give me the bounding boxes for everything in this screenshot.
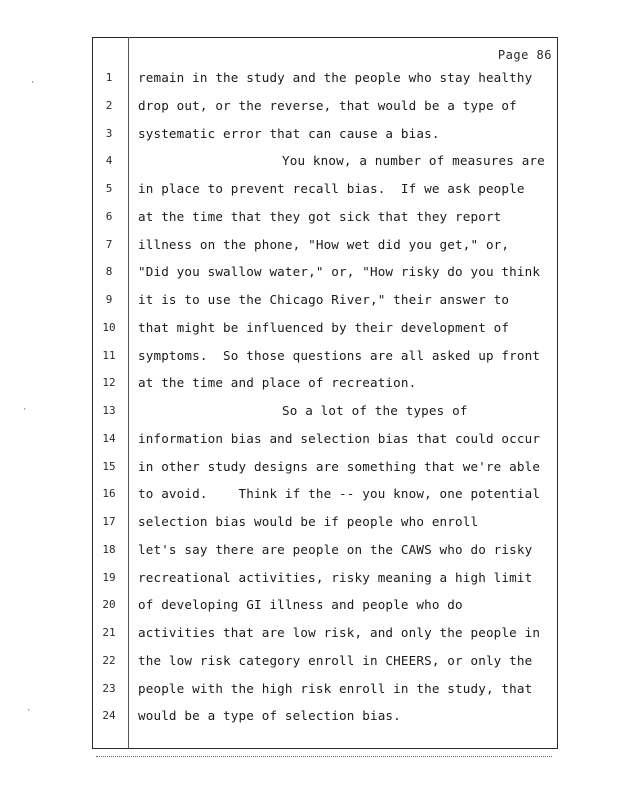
line-number: 5 xyxy=(105,182,113,195)
line-number: 17 xyxy=(102,515,116,528)
transcript-line xyxy=(0,96,618,116)
line-number: 7 xyxy=(105,237,113,251)
line-text: You know, a number of measures are xyxy=(282,153,545,169)
line-text: that might be influenced by their development of xyxy=(138,319,510,335)
transcript-line xyxy=(0,262,618,282)
line-text: people with the high risk enroll in the study, that xyxy=(138,680,533,696)
line-text: at the time and place of recreation. xyxy=(138,375,417,391)
line-number: 1 xyxy=(105,71,113,84)
line-number: 13 xyxy=(102,404,116,417)
transcript-line xyxy=(0,484,618,504)
line-number: 14 xyxy=(102,431,116,445)
line-number: 20 xyxy=(102,598,116,612)
line-text: to avoid. Think if the -- you know, one potential xyxy=(138,486,541,502)
line-text: systematic error that can cause a bias. xyxy=(138,125,440,141)
page-number-label: Page 86 xyxy=(497,48,552,62)
transcript-line xyxy=(0,346,618,366)
transcript-line xyxy=(0,457,618,477)
line-number: 4 xyxy=(105,154,113,168)
line-number: 23 xyxy=(102,681,116,695)
line-number: 9 xyxy=(105,293,113,306)
line-text: remain in the study and the people who stay healthy xyxy=(138,70,533,85)
line-text: at the time that they got sick that they report xyxy=(138,208,502,224)
transcript-line xyxy=(0,568,618,588)
scan-speck: · xyxy=(26,706,32,716)
line-text: of developing GI illness and people who do xyxy=(138,597,463,613)
footer-rule xyxy=(96,756,552,757)
line-text: illness on the phone, "How wet did you get," or, xyxy=(138,236,510,252)
transcript-line xyxy=(0,623,618,643)
transcript-line xyxy=(0,151,618,171)
transcript-line xyxy=(0,373,618,393)
transcript-line xyxy=(0,679,618,699)
line-text: the low risk category enroll in CHEERS, or only the xyxy=(138,652,533,668)
line-text: recreational activities, risky meaning a high limit xyxy=(138,569,533,585)
line-number: 2 xyxy=(105,98,113,112)
transcript-line xyxy=(0,706,618,726)
line-text: symptoms. So those questions are all asked up front xyxy=(138,347,541,363)
line-text: in other study designs are something that we're able xyxy=(138,458,541,474)
line-number: 15 xyxy=(102,459,116,473)
line-number: 8 xyxy=(105,265,113,279)
line-number: 6 xyxy=(105,209,113,223)
line-number: 3 xyxy=(105,126,113,140)
line-text: let's say there are people on the CAWS who do risky xyxy=(138,541,533,557)
transcript-line xyxy=(0,235,618,255)
line-text: drop out, or the reverse, that would be a type of xyxy=(138,97,517,113)
transcript-line xyxy=(0,207,618,227)
line-text: selection bias would be if people who enroll xyxy=(138,514,479,529)
line-number: 12 xyxy=(102,376,116,390)
line-text: it is to use the Chicago River," their answer to xyxy=(138,292,510,307)
transcript-line xyxy=(0,651,618,671)
transcript-line xyxy=(0,290,618,310)
transcript-line xyxy=(0,429,618,449)
transcript-line xyxy=(0,124,618,144)
transcript-line xyxy=(0,179,618,199)
transcript-line xyxy=(0,318,618,338)
transcript-line xyxy=(0,512,618,532)
line-text: So a lot of the types of xyxy=(282,403,468,418)
line-number: 16 xyxy=(102,487,116,501)
transcript-line xyxy=(0,401,618,421)
line-text: in place to prevent recall bias. If we ask people xyxy=(138,181,525,196)
transcript-line xyxy=(0,595,618,615)
line-number: 18 xyxy=(102,542,116,556)
line-number: 19 xyxy=(102,570,116,584)
transcript-line xyxy=(0,68,618,88)
line-text: activities that are low risk, and only the people in xyxy=(138,625,541,640)
line-number: 10 xyxy=(102,320,116,334)
line-text: "Did you swallow water," or, "How risky do you think xyxy=(138,264,541,280)
line-number: 24 xyxy=(102,709,116,723)
line-text: would be a type of selection bias. xyxy=(138,708,401,724)
line-number: 22 xyxy=(102,653,116,667)
scan-speck: · xyxy=(22,405,28,415)
transcript-line xyxy=(0,540,618,560)
scan-speck: · xyxy=(30,78,36,88)
line-number: 21 xyxy=(102,626,116,639)
line-number: 11 xyxy=(102,348,116,362)
line-text: information bias and selection bias that could occur xyxy=(138,430,541,446)
